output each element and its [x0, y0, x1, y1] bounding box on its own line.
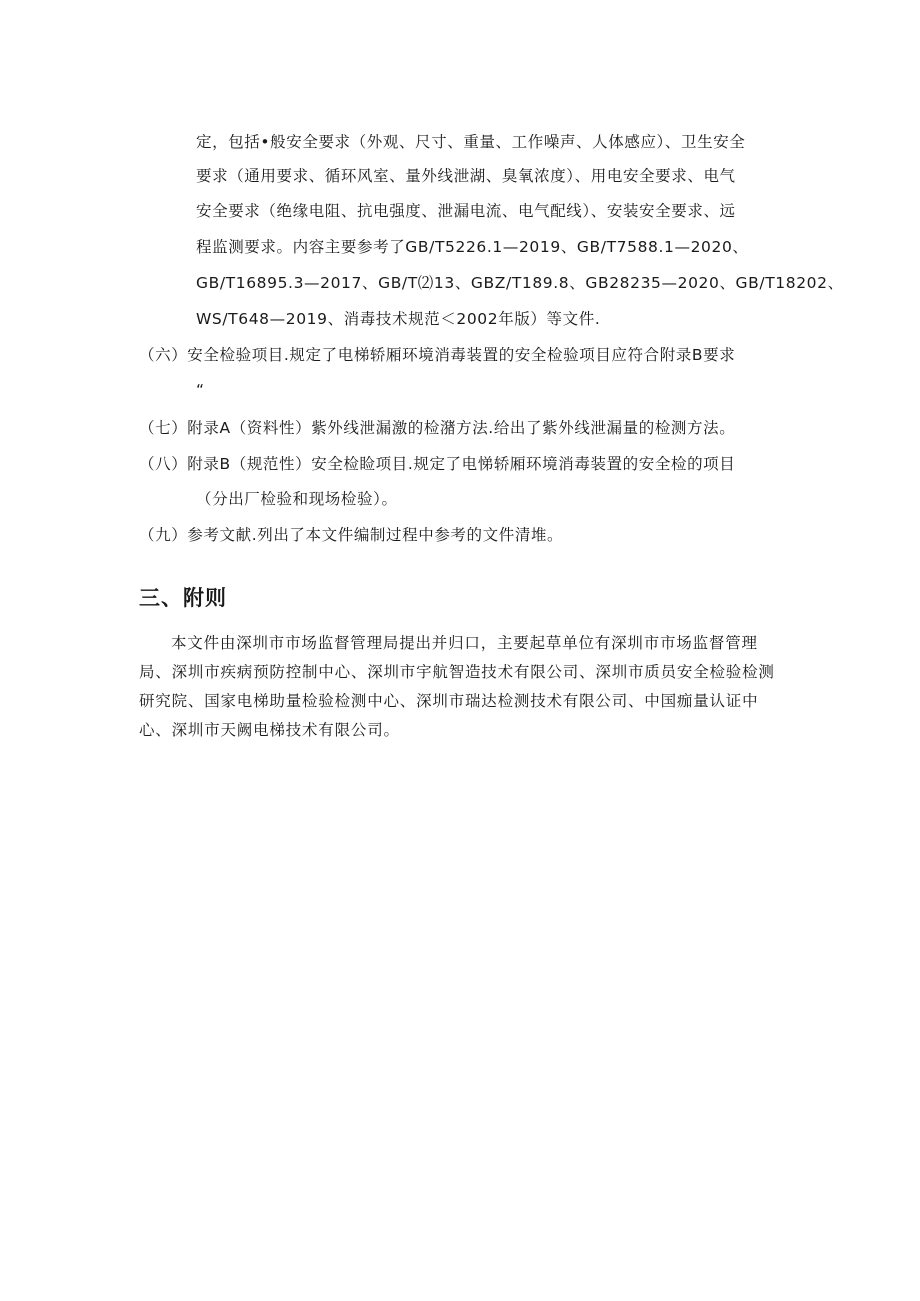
text-line: 安全要求（绝缘电阻、抗电强度、泄漏电流、电气配线）、安装安全要求、远 — [196, 202, 736, 220]
list-item-six: （六）安全检验项目.规定了电梯轿厢环境消毒装置的安全检验项目应符合附录B要求 — [139, 346, 736, 364]
list-item-nine: （九）参考文献.列出了本文件编制过程中参考的文件清堆。 — [139, 526, 564, 544]
text-line: 定，包括•般安全要求（外观、尺寸、重量、工作噪声、人体感应）、卫生安全 — [196, 133, 746, 151]
section-paragraph — [139, 629, 787, 745]
text-line: GB/T16895.3—2017、GB/T⑵13、GBZ/T189.8、GB28235—2020、GB/T18202、 — [196, 274, 844, 292]
list-item-seven: （七）附录A（资料性）紫外线泄漏激的检潴方法.给出了紫外线泄漏量的检测方法。 — [139, 419, 736, 437]
list-item-six-continuation: “ — [196, 381, 205, 399]
list-item-eight: （八）附录B（规范性）安全检睑项目.规定了电悌轿厢环境消毒装置的安全检的项目 — [139, 455, 736, 473]
text-line: 要求（通用要求、循环风室、量外线泄湖、臭氧浓度）、用电安全要求、电气 — [196, 167, 736, 185]
section-heading: 三、附则 — [139, 586, 227, 610]
list-item-eight-continuation: （分出厂检验和现场检验）。 — [196, 490, 398, 508]
paragraph-text: 本文件由深圳市市场监督管理局提出并归口，主要起草单位有深圳市市场监督管理局、深圳市疾病预防控制中心、深圳市宇航智造技术有限公司、深圳市质员安全检验检测研究院、国家电梯助量检验检测中心、深圳市瑞达检测技术有限公司、中国痂量认证中心、深圳市天阙电梯技术有限公司。 — [139, 634, 775, 739]
text-line: 程监测要求。内容主要参考了GB/T5226.1—2019、GB/T7588.1—2020、 — [196, 238, 749, 256]
text-line: WS/T648—2019、消毒技术规范＜2002年版）等文件. — [196, 310, 601, 328]
